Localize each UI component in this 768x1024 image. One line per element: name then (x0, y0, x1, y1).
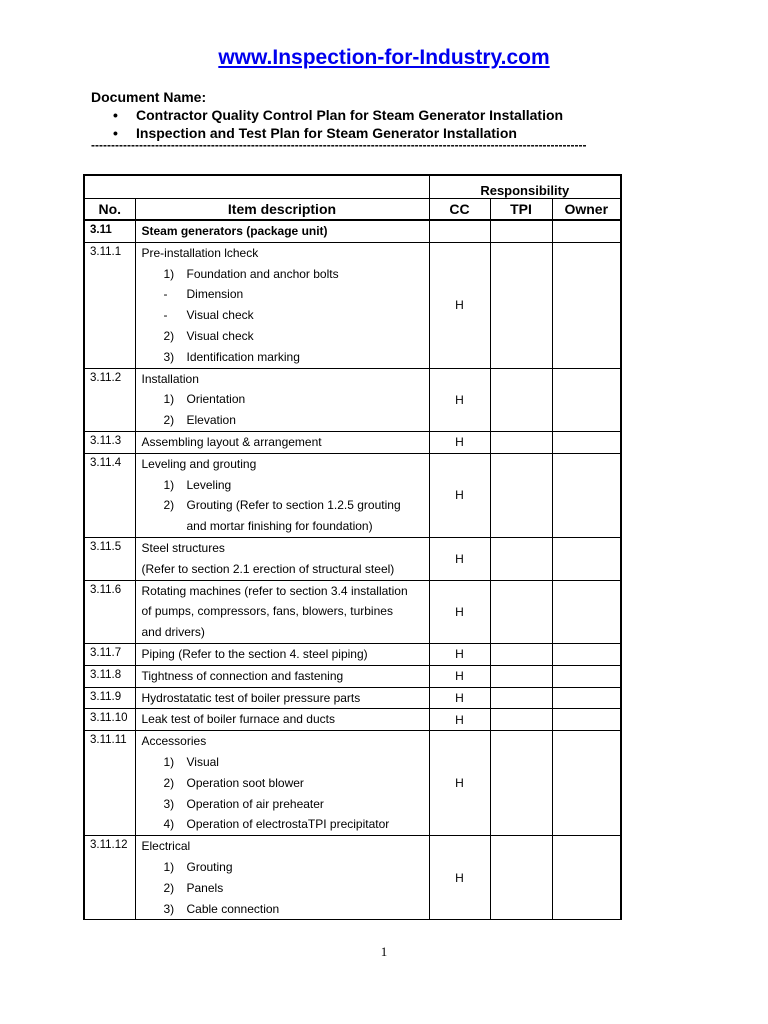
owner-cell (552, 431, 621, 453)
description-line: Piping (Refer to the section 4. steel piping) (141, 646, 368, 661)
description-line: Assembling layout & arrangement (141, 434, 322, 449)
item-number-cell: 3.11.5 (84, 537, 135, 580)
cc-cell: H (429, 431, 490, 453)
item-description-cell (135, 643, 429, 665)
list-item-text: Grouting (186, 859, 233, 874)
list-marker: - (163, 287, 168, 302)
item-number-cell: 3.11.9 (84, 687, 135, 709)
description-line: of pumps, compressors, fans, blowers, turbines (141, 604, 393, 619)
description-line: Leveling and grouting (141, 456, 257, 471)
list-marker: 2) (163, 880, 175, 895)
document-name-list (113, 106, 563, 142)
table-row (84, 709, 621, 731)
document-name-item (113, 106, 563, 124)
item-description-cell (135, 368, 429, 431)
list-marker: 3) (163, 349, 175, 364)
page-number: 1 (380, 944, 388, 959)
item-description-cell (135, 580, 429, 643)
description-line: Tightness of connection and fastening (141, 668, 344, 683)
owner-cell (552, 665, 621, 687)
description-line: (Refer to section 2.1 erection of structural steel) (141, 561, 395, 576)
owner-cell (552, 242, 621, 368)
owner-cell (552, 836, 621, 920)
item-description-cell (135, 836, 429, 920)
description-line (142, 773, 429, 794)
item-description-cell (135, 537, 429, 580)
tpi-cell (490, 368, 552, 431)
list-marker: 2) (163, 775, 175, 790)
tpi-cell (490, 580, 552, 643)
list-marker: 1) (163, 754, 175, 769)
list-marker: 2) (163, 413, 175, 428)
list-item-text: Grouting (Refer to section 1.2.5 grouting (186, 498, 401, 513)
owner-cell (552, 643, 621, 665)
description-line: and drivers) (141, 625, 205, 640)
item-description-cell (135, 242, 429, 368)
list-item-text: Visual check (186, 328, 254, 343)
table-row (84, 665, 621, 687)
cc-cell: H (429, 242, 490, 368)
description-line (142, 752, 429, 773)
list-item-text: Dimension (186, 287, 244, 302)
item-number-cell: 3.11.4 (84, 453, 135, 537)
tpi-cell (490, 220, 552, 242)
item-description-cell (135, 431, 429, 453)
cc-cell: H (429, 537, 490, 580)
item-number-cell: 3.11.6 (84, 580, 135, 643)
cc-cell: H (429, 665, 490, 687)
table-row (84, 431, 621, 453)
table-row (84, 643, 621, 665)
column-header-tpi: TPI (490, 199, 552, 221)
list-item-text: Visual (186, 754, 219, 769)
description-line: Steel structures (141, 540, 225, 555)
description-line: Accessories (141, 734, 207, 749)
table-row (84, 242, 621, 368)
table-body (84, 220, 621, 920)
tpi-cell (490, 453, 552, 537)
separator-line: ---------------------------------------------------------------------------------------------------------------------------- (91, 138, 587, 152)
tpi-cell (490, 431, 552, 453)
inspection-table (83, 174, 622, 920)
description-line (142, 410, 429, 431)
table-row (84, 687, 621, 709)
description-line: Installation (141, 371, 199, 386)
list-item-text: Leveling (186, 477, 232, 492)
cc-cell: H (429, 643, 490, 665)
table-row (84, 580, 621, 643)
tpi-cell (490, 643, 552, 665)
tpi-cell (490, 709, 552, 731)
item-number-cell: 3.11.8 (84, 665, 135, 687)
list-marker: 2) (163, 328, 175, 343)
tpi-cell (490, 836, 552, 920)
description-line (142, 305, 429, 326)
bullet-icon: • (113, 125, 118, 141)
responsibility-header: Responsibility (429, 175, 621, 199)
list-item-text: Identification marking (186, 349, 300, 364)
item-number-cell: 3.11.11 (84, 731, 135, 836)
owner-cell (552, 580, 621, 643)
list-marker: 2) (163, 498, 175, 513)
table-row (84, 836, 621, 920)
owner-cell (552, 731, 621, 836)
list-marker: 1) (163, 859, 175, 874)
owner-cell (552, 687, 621, 709)
cc-cell (429, 220, 490, 242)
list-marker: - (163, 308, 168, 323)
owner-cell (552, 537, 621, 580)
cc-cell: H (429, 836, 490, 920)
document-name-text: Contractor Quality Control Plan for Steam Generator Installation (136, 107, 564, 123)
list-marker: 4) (163, 817, 175, 832)
cc-cell: H (429, 709, 490, 731)
table-row (84, 537, 621, 580)
description-line (142, 475, 429, 496)
tpi-cell (490, 242, 552, 368)
list-item-text: Cable connection (186, 901, 280, 916)
owner-cell (552, 368, 621, 431)
table-row (84, 220, 621, 242)
header-blank-cell (84, 175, 429, 199)
description-line (142, 857, 429, 878)
list-marker: 3) (163, 796, 175, 811)
description-line: Electrical (141, 839, 191, 854)
owner-cell (552, 453, 621, 537)
tpi-cell (490, 665, 552, 687)
description-line: Steam generators (package unit) (141, 224, 328, 238)
description-line: Rotating machines (refer to section 3.4 installation (141, 583, 408, 598)
item-number-cell: 3.11.12 (84, 836, 135, 920)
list-item-text: Elevation (186, 413, 236, 428)
description-line (142, 389, 429, 410)
cc-cell: H (429, 687, 490, 709)
tpi-cell (490, 537, 552, 580)
list-item-text: Visual check (186, 308, 254, 323)
column-header-cc: CC (429, 199, 490, 221)
list-item-text: Panels (186, 880, 224, 895)
table-header-row-responsibility (84, 175, 621, 199)
cc-cell: H (429, 368, 490, 431)
description-line (142, 284, 429, 305)
bullet-icon: • (113, 107, 118, 123)
description-line (142, 899, 429, 920)
table-header-row-columns (84, 199, 621, 221)
column-header-owner: Owner (552, 199, 621, 221)
list-marker: 1) (163, 477, 175, 492)
list-marker: 1) (163, 266, 175, 281)
item-number-cell: 3.11.3 (84, 431, 135, 453)
description-line (142, 814, 429, 835)
site-link[interactable]: www.Inspection-for-Industry.com (218, 46, 550, 69)
tpi-cell (490, 731, 552, 836)
description-line (142, 495, 429, 516)
owner-cell (552, 709, 621, 731)
list-item-text: Foundation and anchor bolts (186, 266, 339, 281)
description-line (142, 264, 429, 285)
description-line (142, 516, 429, 537)
item-description-cell (135, 453, 429, 537)
item-number-cell: 3.11.1 (84, 242, 135, 368)
list-marker: 3) (163, 901, 175, 916)
description-line: Pre-installation lcheck (141, 245, 259, 260)
document-name-text: Inspection and Test Plan for Steam Generator Installation (136, 125, 517, 141)
column-header-no: No. (84, 199, 135, 221)
owner-cell (552, 220, 621, 242)
item-description-cell (135, 220, 429, 242)
table-row (84, 368, 621, 431)
item-number-cell: 3.11.2 (84, 368, 135, 431)
list-item-text: Orientation (186, 392, 246, 407)
tpi-cell (490, 687, 552, 709)
cc-cell: H (429, 580, 490, 643)
item-number-cell: 3.11.7 (84, 643, 135, 665)
cc-cell: H (429, 731, 490, 836)
description-line: Hydrostatatic test of boiler pressure parts (141, 690, 361, 705)
item-description-cell (135, 687, 429, 709)
list-marker: 1) (163, 392, 175, 407)
item-description-cell (135, 665, 429, 687)
item-number-cell: 3.11 (84, 220, 135, 242)
item-description-cell (135, 731, 429, 836)
description-line (142, 794, 429, 815)
item-number-cell: 3.11.10 (84, 709, 135, 731)
list-item-text: Operation soot blower (186, 775, 304, 790)
document-name-label: Document Name: (91, 89, 207, 105)
description-line (142, 326, 429, 347)
column-header-item-description: Item description (135, 199, 429, 221)
description-line: Leak test of boiler furnace and ducts (141, 712, 335, 727)
item-description-cell (135, 709, 429, 731)
description-line (142, 347, 429, 368)
table-row (84, 453, 621, 537)
table-row (84, 731, 621, 836)
list-item-text: Operation of electrostaTPI precipitator (186, 817, 390, 832)
list-item-text: Operation of air preheater (186, 796, 324, 811)
cc-cell: H (429, 453, 490, 537)
description-line (142, 878, 429, 899)
list-item-text: and mortar finishing for foundation) (186, 519, 373, 534)
